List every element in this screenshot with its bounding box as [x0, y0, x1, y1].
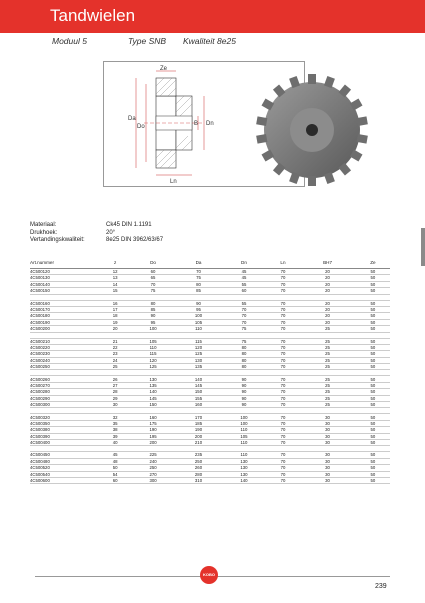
- table-cell: 4C500300: [30, 402, 100, 408]
- table-cell: 54: [100, 471, 130, 477]
- table-cell: 225: [130, 452, 175, 458]
- table-cell: 27: [100, 382, 130, 388]
- table-cell: 100: [130, 326, 175, 332]
- table-cell: 50: [356, 452, 390, 458]
- table-cell: 130: [176, 357, 221, 363]
- table-cell: 30: [299, 414, 356, 420]
- spec-value: Ck45 DIN 1.1191: [106, 222, 152, 228]
- dim-do: Do: [137, 124, 145, 130]
- table-cell: 80: [176, 281, 221, 287]
- table-cell: 70: [267, 269, 299, 275]
- kobo-logo: KOBO: [200, 566, 218, 584]
- table-cell: 20: [299, 269, 356, 275]
- quality-label: Kwaliteit 8e25: [183, 36, 236, 46]
- table-cell: 4C500400: [30, 439, 100, 445]
- table-cell: 23: [100, 351, 130, 357]
- table-cell: 45: [100, 452, 130, 458]
- table-cell: 30: [299, 458, 356, 464]
- table-cell: 50: [356, 458, 390, 464]
- table-cell: 12: [100, 269, 130, 275]
- table-cell: 145: [176, 382, 221, 388]
- table-cell: 25: [299, 326, 356, 332]
- table-cell: 50: [356, 376, 390, 382]
- table-cell: 50: [356, 382, 390, 388]
- table-cell: 90: [221, 395, 266, 401]
- table-cell: 4C500290: [30, 395, 100, 401]
- table-cell: 105: [176, 319, 221, 325]
- table-cell: 100: [221, 414, 266, 420]
- table-cell: 300: [130, 477, 175, 483]
- col-header-ze: Ze: [356, 257, 390, 269]
- table-cell: 50: [356, 433, 390, 439]
- table-cell: 155: [176, 395, 221, 401]
- table-cell: 70: [267, 357, 299, 363]
- table-cell: 4C500270: [30, 382, 100, 388]
- table-cell: 70: [267, 439, 299, 445]
- table-cell: 20: [299, 300, 356, 306]
- table-cell: 50: [356, 420, 390, 426]
- dim-da: Da: [128, 116, 136, 122]
- table-cell: 90: [221, 402, 266, 408]
- table-cell: 39: [100, 433, 130, 439]
- table-cell: 80: [221, 364, 266, 370]
- dim-ze: Ze: [160, 66, 168, 72]
- table-cell: 70: [267, 326, 299, 332]
- table-cell: 90: [176, 300, 221, 306]
- table-cell: 70: [267, 465, 299, 471]
- table-cell: 4C500160: [30, 300, 100, 306]
- table-cell: 90: [221, 389, 266, 395]
- table-cell: 100: [176, 313, 221, 319]
- table-cell: 19: [100, 319, 130, 325]
- table-cell: 4C500390: [30, 433, 100, 439]
- table-cell: 50: [356, 395, 390, 401]
- table-cell: 30: [299, 471, 356, 477]
- table-cell: 32: [100, 414, 130, 420]
- table-cell: 30: [299, 439, 356, 445]
- table-cell: 13: [100, 275, 130, 281]
- table-cell: 70: [267, 395, 299, 401]
- table-cell: 190: [130, 427, 175, 433]
- table-cell: 30: [299, 433, 356, 439]
- table-cell: 4C500230: [30, 351, 100, 357]
- col-header-do: Do: [130, 257, 175, 269]
- page-title: Tandwielen: [50, 6, 136, 25]
- table-cell: 200: [130, 439, 175, 445]
- table-cell: 25: [299, 357, 356, 363]
- table-cell: 4C500180: [30, 313, 100, 319]
- table-cell: 200: [176, 433, 221, 439]
- table-cell: 250: [130, 465, 175, 471]
- table-cell: 25: [299, 382, 356, 388]
- table-cell: 50: [356, 402, 390, 408]
- col-header-art-number: Art.nummer: [30, 257, 100, 269]
- table-cell: 80: [221, 351, 266, 357]
- table-cell: 80: [221, 357, 266, 363]
- table-cell: 150: [176, 389, 221, 395]
- table-cell: 18: [100, 313, 130, 319]
- table-cell: 310: [176, 477, 221, 483]
- table-cell: 70: [267, 300, 299, 306]
- table-cell: 4C500480: [30, 458, 100, 464]
- table-cell: 90: [221, 382, 266, 388]
- table-cell: 50: [356, 306, 390, 312]
- table-cell: 140: [221, 477, 266, 483]
- table-cell: 235: [176, 452, 221, 458]
- table-cell: 35: [100, 420, 130, 426]
- table-cell: 25: [299, 376, 356, 382]
- table-cell: 25: [299, 402, 356, 408]
- module-label: Moduul 5: [52, 36, 87, 46]
- table-cell: 60: [100, 477, 130, 483]
- table-cell: 270: [130, 471, 175, 477]
- table-cell: 70: [267, 306, 299, 312]
- table-cell: 75: [221, 326, 266, 332]
- table-cell: 4C500600: [30, 477, 100, 483]
- table-cell: 50: [356, 269, 390, 275]
- table-cell: 70: [267, 433, 299, 439]
- table-row: [30, 477, 390, 483]
- table-cell: 24: [100, 357, 130, 363]
- table-cell: 55: [221, 281, 266, 287]
- table-cell: 4C500220: [30, 344, 100, 350]
- table-cell: 4C500120: [30, 269, 100, 275]
- table-cell: 28: [100, 389, 130, 395]
- table-cell: 30: [299, 477, 356, 483]
- table-cell: 160: [130, 414, 175, 420]
- table-cell: 150: [130, 402, 175, 408]
- table-cell: 4C500250: [30, 364, 100, 370]
- table-cell: 4C500450: [30, 452, 100, 458]
- table-cell: 4C500280: [30, 389, 100, 395]
- table-cell: 95: [130, 319, 175, 325]
- table-cell: 130: [221, 465, 266, 471]
- table-cell: 125: [176, 351, 221, 357]
- table-header-row: [30, 257, 390, 269]
- table-cell: 70: [267, 402, 299, 408]
- table-cell: 70: [176, 269, 221, 275]
- col-header-da: Da: [176, 257, 221, 269]
- table-cell: 70: [267, 364, 299, 370]
- table-cell: 50: [356, 351, 390, 357]
- product-table: [30, 257, 390, 484]
- table-cell: 25: [299, 364, 356, 370]
- table-cell: 25: [299, 351, 356, 357]
- table-cell: 85: [176, 288, 221, 294]
- table-cell: 105: [221, 433, 266, 439]
- page-edge-tab: [421, 228, 425, 266]
- table-cell: 100: [221, 420, 266, 426]
- table-cell: 105: [130, 338, 175, 344]
- table-cell: 50: [356, 326, 390, 332]
- title-banner: [0, 0, 425, 33]
- table-cell: 4C500320: [30, 414, 100, 420]
- spec-row: [30, 230, 163, 238]
- table-cell: 29: [100, 395, 130, 401]
- table-cell: 26: [100, 376, 130, 382]
- table-cell: 70: [267, 281, 299, 287]
- table-cell: 60: [221, 288, 266, 294]
- table-cell: 70: [221, 313, 266, 319]
- table-cell: 75: [176, 275, 221, 281]
- table-cell: 16: [100, 300, 130, 306]
- table-cell: 125: [130, 364, 175, 370]
- table-cell: 38: [100, 427, 130, 433]
- table-cell: 4C500350: [30, 420, 100, 426]
- table-cell: 20: [299, 319, 356, 325]
- table-cell: 250: [176, 458, 221, 464]
- table-cell: 50: [356, 439, 390, 445]
- table-cell: 48: [100, 458, 130, 464]
- gear-image: [250, 68, 370, 188]
- table-cell: 115: [130, 351, 175, 357]
- table-cell: 17: [100, 306, 130, 312]
- table-cell: 70: [267, 288, 299, 294]
- table-cell: 65: [130, 275, 175, 281]
- gear-photo: [250, 68, 370, 188]
- table-cell: 25: [100, 364, 130, 370]
- table-cell: 55: [221, 300, 266, 306]
- table-cell: 70: [267, 319, 299, 325]
- table-cell: 50: [356, 477, 390, 483]
- table-cell: 50: [100, 465, 130, 471]
- table-cell: 70: [267, 414, 299, 420]
- table-cell: 110: [176, 326, 221, 332]
- table-cell: 20: [299, 275, 356, 281]
- table-cell: 4C500520: [30, 465, 100, 471]
- table-cell: 240: [130, 458, 175, 464]
- table-cell: 70: [267, 420, 299, 426]
- table-cell: 50: [356, 313, 390, 319]
- dim-b: B: [194, 121, 199, 127]
- dim-ln: Ln: [170, 179, 177, 185]
- table-cell: 130: [130, 376, 175, 382]
- table-cell: 4C500260: [30, 376, 100, 382]
- table-cell: 195: [130, 433, 175, 439]
- spec-key: Vertandingskwaliteit:: [30, 237, 85, 243]
- table-cell: 190: [176, 427, 221, 433]
- table-cell: 90: [130, 313, 175, 319]
- table-cell: 50: [356, 465, 390, 471]
- table-cell: 4C500210: [30, 338, 100, 344]
- col-header-dn: Dn: [221, 257, 266, 269]
- table-cell: 175: [130, 420, 175, 426]
- table-cell: 50: [356, 319, 390, 325]
- specifications: [30, 222, 163, 245]
- table-cell: 70: [267, 338, 299, 344]
- table-cell: 22: [100, 344, 130, 350]
- table-cell: 30: [299, 452, 356, 458]
- table-cell: 30: [100, 402, 130, 408]
- table-cell: 75: [221, 338, 266, 344]
- table-cell: 170: [176, 414, 221, 420]
- table-cell: 280: [176, 471, 221, 477]
- table-cell: 70: [221, 319, 266, 325]
- table-body: [30, 269, 390, 484]
- table-cell: 85: [130, 306, 175, 312]
- table-cell: 75: [130, 288, 175, 294]
- table-cell: 60: [130, 269, 175, 275]
- col-header-bh7: BH7: [299, 257, 356, 269]
- table-cell: 4C500150: [30, 288, 100, 294]
- table-cell: 50: [356, 275, 390, 281]
- table-cell: 70: [267, 382, 299, 388]
- table-cell: 50: [356, 288, 390, 294]
- table-cell: 185: [176, 420, 221, 426]
- col-header-ln: Ln: [267, 257, 299, 269]
- table-cell: 70: [267, 452, 299, 458]
- spec-key: Drukhoek:: [30, 229, 58, 236]
- page-number: 239: [375, 583, 387, 590]
- table-cell: 160: [176, 402, 221, 408]
- table-cell: 15: [100, 288, 130, 294]
- table-cell: 50: [356, 357, 390, 363]
- dim-dn: Dn: [206, 121, 214, 127]
- table-cell: 45: [221, 269, 266, 275]
- table-cell: 50: [356, 427, 390, 433]
- table-cell: 130: [221, 458, 266, 464]
- table-cell: 4C500540: [30, 471, 100, 477]
- table-cell: 135: [130, 382, 175, 388]
- table-cell: 50: [356, 471, 390, 477]
- table-cell: 80: [221, 344, 266, 350]
- table-cell: 20: [100, 326, 130, 332]
- spec-row: [30, 237, 163, 245]
- table-cell: 20: [299, 288, 356, 294]
- table-cell: 50: [356, 338, 390, 344]
- table-cell: 50: [356, 300, 390, 306]
- table-cell: 90: [221, 376, 266, 382]
- table-cell: 70: [267, 389, 299, 395]
- table-cell: 120: [176, 344, 221, 350]
- table-cell: 140: [130, 389, 175, 395]
- table-cell: 40: [100, 439, 130, 445]
- table-cell: 70: [267, 351, 299, 357]
- table-cell: 4C500190: [30, 319, 100, 325]
- table-cell: 70: [267, 275, 299, 281]
- table-cell: 110: [221, 452, 266, 458]
- spec-value: 8e25 DIN 3962/63/67: [106, 237, 164, 243]
- table-cell: 4C500130: [30, 275, 100, 281]
- table-cell: 20: [299, 313, 356, 319]
- table-cell: 30: [299, 465, 356, 471]
- table-cell: 50: [356, 281, 390, 287]
- table-cell: 25: [299, 338, 356, 344]
- table-cell: 110: [130, 344, 175, 350]
- table-cell: 70: [221, 306, 266, 312]
- table-cell: 25: [299, 395, 356, 401]
- table-cell: 20: [299, 281, 356, 287]
- table-cell: 4C500200: [30, 326, 100, 332]
- table-cell: 30: [299, 420, 356, 426]
- table-cell: 25: [299, 389, 356, 395]
- table-cell: 135: [176, 364, 221, 370]
- spec-row: [30, 222, 163, 230]
- table-cell: 50: [356, 364, 390, 370]
- table-cell: 4C500240: [30, 357, 100, 363]
- table-cell: 145: [130, 395, 175, 401]
- type-label: Type SNB: [128, 36, 167, 46]
- table-cell: 70: [267, 313, 299, 319]
- table-cell: 210: [176, 439, 221, 445]
- table-cell: 70: [267, 471, 299, 477]
- table-cell: 70: [267, 344, 299, 350]
- table-cell: 70: [130, 281, 175, 287]
- table-cell: 140: [176, 376, 221, 382]
- table-cell: 70: [267, 427, 299, 433]
- table-cell: 95: [176, 306, 221, 312]
- table-cell: 21: [100, 338, 130, 344]
- table-cell: 80: [130, 300, 175, 306]
- table-cell: 115: [176, 338, 221, 344]
- table-cell: 45: [221, 275, 266, 281]
- table-cell: 20: [299, 306, 356, 312]
- table-cell: 30: [299, 427, 356, 433]
- col-header-z: z: [100, 257, 130, 269]
- table-cell: 4C500140: [30, 281, 100, 287]
- spec-value: 20°: [106, 229, 116, 236]
- table-cell: 50: [356, 344, 390, 350]
- table-cell: 70: [267, 477, 299, 483]
- table-cell: 4C500380: [30, 427, 100, 433]
- table-cell: 25: [299, 344, 356, 350]
- table-cell: 70: [267, 376, 299, 382]
- table-cell: 14: [100, 281, 130, 287]
- table-cell: 50: [356, 414, 390, 420]
- table-cell: 70: [267, 458, 299, 464]
- spec-key: Materiaal:: [30, 222, 57, 228]
- table-cell: 110: [221, 439, 266, 445]
- table-cell: 260: [176, 465, 221, 471]
- table-cell: 4C500170: [30, 306, 100, 312]
- table-cell: 110: [221, 427, 266, 433]
- table-cell: 120: [130, 357, 175, 363]
- table-cell: 50: [356, 389, 390, 395]
- table-cell: 130: [221, 471, 266, 477]
